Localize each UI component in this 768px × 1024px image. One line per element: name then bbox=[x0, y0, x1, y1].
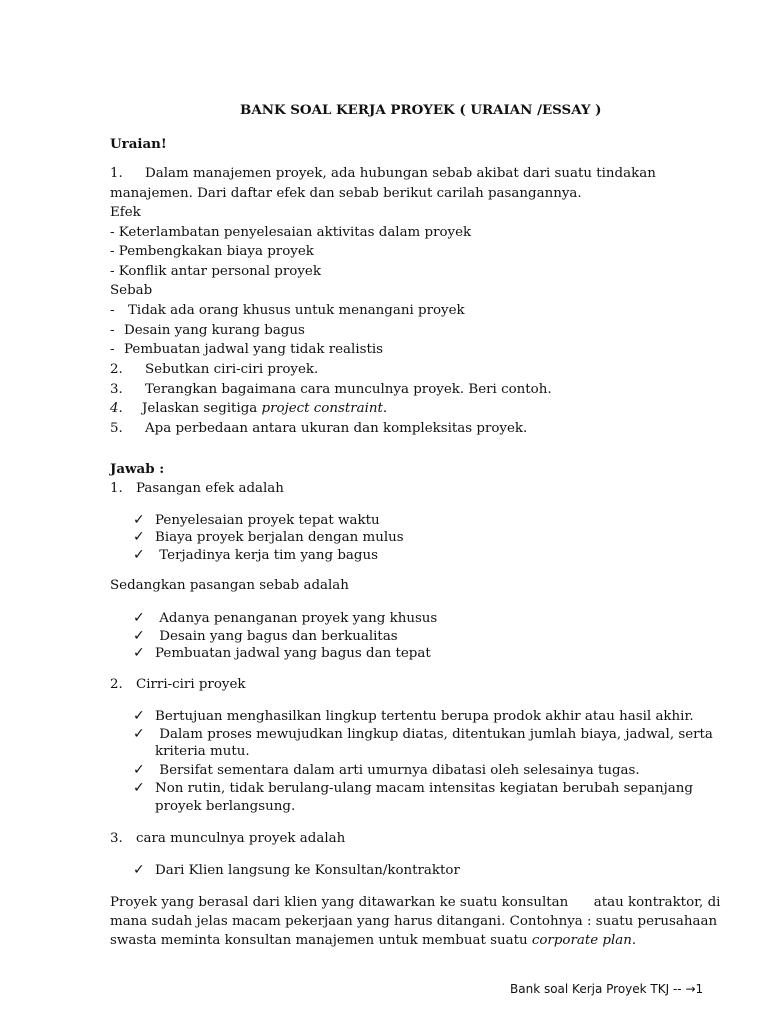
check-icon: ✓ bbox=[133, 645, 145, 661]
check-icon: ✓ bbox=[133, 628, 145, 644]
checklist-item: ✓ Dalam proses mewujudkan lingkup diatas, ditentukan jumlah biaya, jadwal, serta bbox=[133, 726, 713, 742]
sebab-intro: Sedangkan pasangan sebab adalah bbox=[110, 578, 349, 593]
checklist-item: ✓ Adanya penanganan proyek yang khusus bbox=[133, 610, 438, 626]
page-footer: Bank soal Kerja Proyek TKJ -- →1 bbox=[510, 982, 704, 996]
answer-1-number: 1. bbox=[110, 481, 123, 496]
check-icon: ✓ bbox=[133, 762, 145, 778]
question-1-number: 1. bbox=[110, 166, 123, 181]
question-number: 5. bbox=[110, 421, 123, 436]
question-text: Sebutkan ciri-ciri proyek. bbox=[145, 362, 319, 377]
checklist-item: ✓ Dari Klien langsung ke Konsultan/kontraktor bbox=[133, 862, 460, 878]
question-1-text-cont: manajemen. Dari daftar efek dan sebab berikut carilah pasangannya. bbox=[110, 186, 582, 201]
checklist-item: ✓ Bertujuan menghasilkan lingkup tertentu berupa prodok akhir atau hasil akhir. bbox=[133, 708, 694, 724]
check-icon: ✓ bbox=[133, 862, 145, 878]
question-text: Apa perbedaan antara ukuran dan kompleksitas proyek. bbox=[145, 421, 528, 436]
question-number: 4. bbox=[110, 401, 123, 416]
checklist-item-cont: proyek berlangsung. bbox=[155, 799, 296, 814]
checklist-item: ✓ Terjadinya kerja tim yang bagus bbox=[133, 547, 378, 563]
check-icon: ✓ bbox=[133, 610, 145, 626]
paragraph-line: swasta meminta konsultan manajemen untuk membuat suatu corporate plan. bbox=[110, 933, 637, 948]
check-icon: ✓ bbox=[133, 726, 145, 742]
answer-3-title: cara munculnya proyek adalah bbox=[136, 831, 346, 846]
paragraph-line: Proyek yang berasal dari klien yang ditawarkan ke suatu konsultan atau kontraktor, di bbox=[110, 895, 721, 910]
page-title: BANK SOAL KERJA PROYEK ( URAIAN /ESSAY ) bbox=[240, 102, 602, 118]
efek-item: - Konflik antar personal proyek bbox=[110, 264, 321, 279]
uraian-heading: Uraian! bbox=[110, 136, 167, 152]
answer-3-number: 3. bbox=[110, 831, 123, 846]
sebab-item: Desain yang kurang bagus bbox=[124, 323, 305, 338]
sebab-item-dash: - bbox=[110, 342, 115, 357]
question-text: Jelaskan segitiga project constraint. bbox=[142, 401, 388, 416]
jawab-heading: Jawab : bbox=[110, 461, 165, 477]
check-icon: ✓ bbox=[133, 547, 145, 563]
sebab-item-dash: - bbox=[110, 323, 115, 338]
answer-2-title: Cirri-ciri proyek bbox=[136, 677, 246, 692]
sebab-label: Sebab bbox=[110, 283, 153, 298]
checklist-item: ✓ Non rutin, tidak berulang-ulang macam intensitas kegiatan berubah sepanjang bbox=[133, 780, 693, 796]
efek-item: - Pembengkakan biaya proyek bbox=[110, 244, 314, 259]
check-icon: ✓ bbox=[133, 780, 145, 796]
checklist-item: ✓ Bersifat sementara dalam arti umurnya dibatasi oleh selesainya tugas. bbox=[133, 762, 640, 778]
question-1-text: Dalam manajemen proyek, ada hubungan sebab akibat dari suatu tindakan bbox=[145, 166, 656, 181]
sebab-item: Pembuatan jadwal yang tidak realistis bbox=[124, 342, 384, 357]
checklist-item: ✓ Pembuatan jadwal yang bagus dan tepat bbox=[133, 645, 431, 661]
checklist-item: ✓ Desain yang bagus dan berkualitas bbox=[133, 628, 398, 644]
question-number: 2. bbox=[110, 362, 123, 377]
paragraph-line: mana sudah jelas macam pekerjaan yang harus ditangani. Contohnya : suatu perusahaan bbox=[110, 914, 718, 929]
checklist-item: ✓ Penyelesaian proyek tepat waktu bbox=[133, 512, 380, 528]
sebab-item: Tidak ada orang khusus untuk menangani proyek bbox=[128, 303, 465, 318]
checklist-item: ✓ Biaya proyek berjalan dengan mulus bbox=[133, 529, 404, 545]
answer-1-title: Pasangan efek adalah bbox=[136, 481, 284, 496]
answer-2-number: 2. bbox=[110, 677, 123, 692]
check-icon: ✓ bbox=[133, 708, 145, 724]
efek-label: Efek bbox=[110, 205, 141, 220]
question-text: Terangkan bagaimana cara munculnya proyek. Beri contoh. bbox=[145, 382, 552, 397]
checklist-item-cont: kriteria mutu. bbox=[155, 744, 250, 759]
check-icon: ✓ bbox=[133, 529, 145, 545]
sebab-item-dash: - bbox=[110, 303, 115, 318]
question-number: 3. bbox=[110, 382, 123, 397]
efek-item: - Keterlambatan penyelesaian aktivitas dalam proyek bbox=[110, 225, 472, 240]
check-icon: ✓ bbox=[133, 512, 145, 528]
